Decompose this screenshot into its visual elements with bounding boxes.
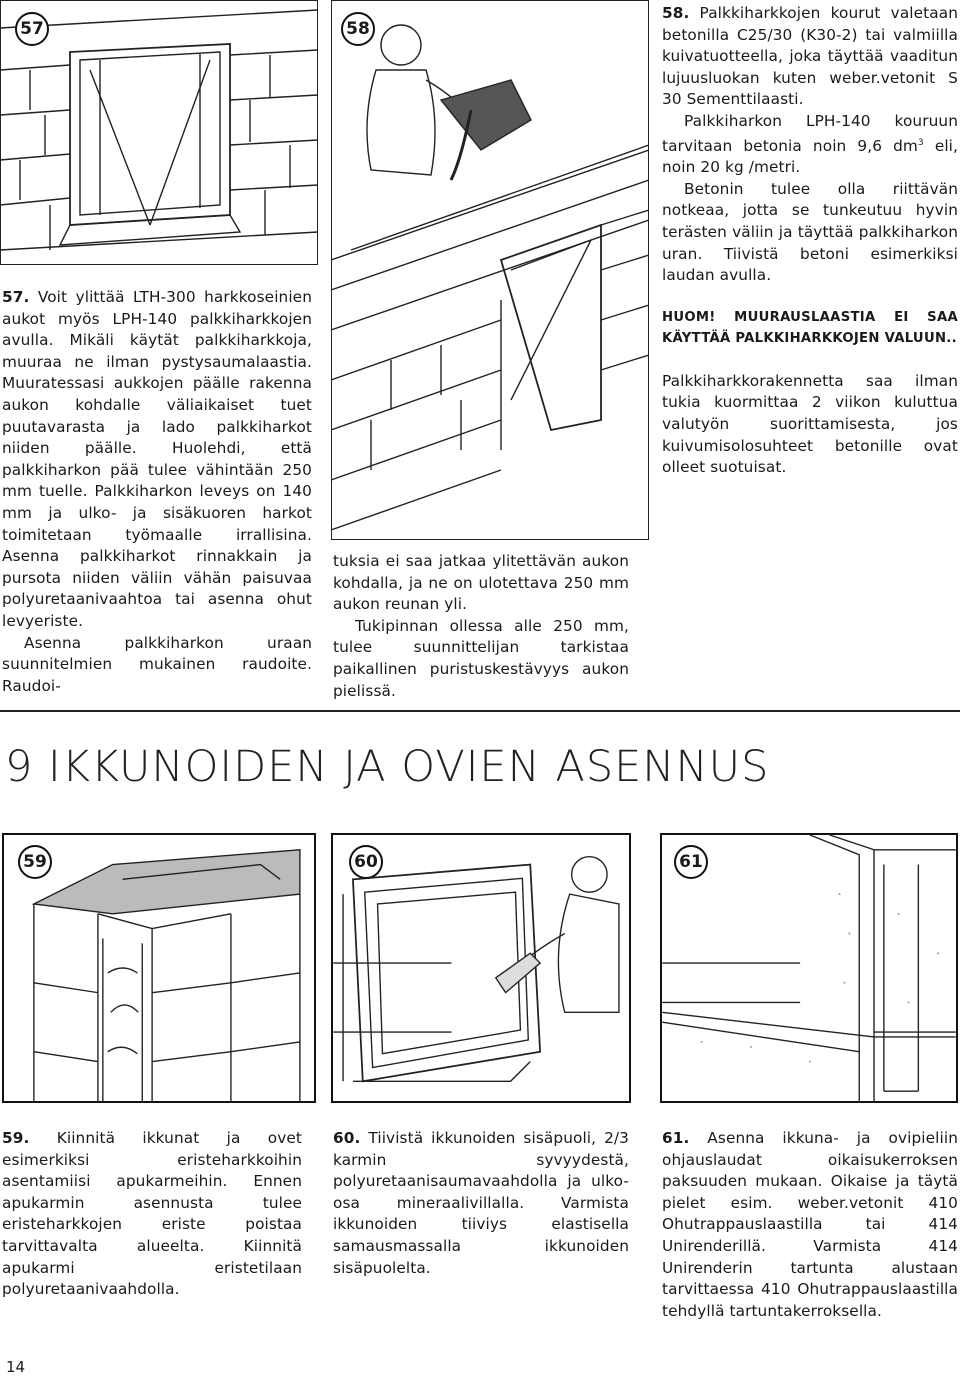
caption-60 [333,1128,629,1279]
caption-59-text: Kiinnitä ikkunat ja ovet esimerkiksi eristeharkkoihin asentamiisi apukarmeihin. Ennen apukarmin asennusta tulee eristeharkkojen eriste poistaa tarvittavalta alueelta. Kiinnitä apukarmi eristetilaan polyuretaanivaahdolla. [2,1129,302,1299]
paragraph-57-continued: Asenna palkkiharkon uraan suunnitelmien mukainen raudoite. Raudoi- [2,633,312,695]
warning-note: HUOM! MUURAUSLAASTIA EI SAA KÄYTTÄÄ PALKKIHARKKOJEN VALUUN.. [662,309,958,346]
caption-number-60: 60. [333,1129,361,1147]
column2-text-2: Tukipinnan ollessa alle 250 mm, tulee suunnittelijan tarkistaa paikallinen puristuskestävyys aukon pielissä. [333,616,629,700]
paragraph-57-text: Voit ylittää LTH-300 harkkoseinien aukot myös LPH-140 palkkiharkkojen avulla. Mikäli käytät palkkiharkkoja, muuraa ne ilman pystysaumalaastia. Muuratessasi aukkojen päälle rakenna aukon kohdalle väliaikaiset tuet puutavarasta ja lado palkkiharkot niiden päälle. Huolehdi, että palkkiharkon pää tulee vähintään 250 mm tuelle. Palkkiharkon leveys on 140 mm ja ulko- ja sisäkuoren harkot toimitetaan työmaalle irrallisina. Asenna palkkiharkot rinnakkain ja pursota niiden väliin vähän paisuvaa polyuretaanivaahtoa tai asenna ohut levyeriste. [2,288,312,630]
section-divider [0,710,960,712]
section-heading: 9 IKKUNOIDEN JA OVIEN ASENNUS [5,742,770,792]
pouring-concrete-illustration [331,0,649,540]
reveal-plaster-illustration [662,835,956,1101]
wall-opening-illustration [0,0,318,265]
caption-number-58: 58. [662,4,690,22]
figure-61 [660,833,958,1103]
caption-60-text: Tiivistä ikkunoiden sisäpuoli, 2/3 karmin syvyydestä, polyuretaanisaumavaahdolla ja ulko-osa mineraalivillalla. Varmista ikkunoiden tiiviys elastisella samausmassalla ikkunoiden sisäpuolelta. [333,1129,629,1277]
caption-number-57: 57. [2,288,30,306]
figure-number-58: 58 [341,12,375,46]
caption-number-59: 59. [2,1129,30,1147]
figure-59 [2,833,316,1103]
caption-number-61: 61. [662,1129,690,1147]
caption-61 [662,1128,958,1322]
caption-59 [2,1128,302,1301]
figure-58 [331,0,649,540]
paragraph-58-text: Palkkiharkkojen kourut valetaan betonilla C25/30 (K30-2) tai valmiilla kuivatuotteella, joka täyttää vaaditun lujuusluokan kuten weber.vetonit S 30 Sementtilaasti. [662,4,958,109]
caption-61-text: Asenna ikkuna- ja ovipieliin ohjauslaudat oikaisukerroksen paksuuden mukaan. Oikaise ja täytä pielet esim. weber.vetonit 410 Ohutrappauslaastilla tai 414 Unirenderillä. Varmista 414 Unirenderin tartunta alustaan tarvittaessa 410 Ohutrappauslaastilla tehdyllä tartuntakerroksella. [662,1129,958,1320]
paragraph-58-consistency: Betonin tulee olla riittävän notkeaa, jotta se tunkeutuu hyvin terästen väliin ja täyttää palkkiharkon uran. Tiivistä betoni esimerkiksi laudan avulla. [662,179,958,285]
figure-60 [331,833,631,1103]
figure-number-59: 59 [18,845,52,879]
paragraph-57 [2,287,312,697]
figure-number-61: 61 [674,845,708,879]
page-number: 14 [6,1358,26,1376]
insulation-block-frame-illustration [4,835,314,1101]
figure-57 [0,0,318,265]
figure-number-57: 57 [15,12,49,46]
sealing-window-illustration [333,835,629,1101]
column2-text-1: tuksia ei saa jatkaa ylitettävän aukon kohdalla, ja ne on ulotettava 250 mm aukon reunan yli. [333,552,629,614]
paragraph-58-amount: Palkkiharkon LPH-140 kouruun tarvitaan betonia noin 9,6 $dm^3$ eli, noin 20 kg /metri. [662,111,958,177]
paragraph-58-loading: Palkkiharkkorakennetta saa ilman tukia kuormittaa 2 viikon kuluttua valutyön suorittamisesta, jos kuivumisolosuhteet betonille ovat olleet suotuisat. [662,371,958,477]
figure-number-60: 60 [349,845,383,879]
paragraph-58-column2 [333,551,629,702]
paragraph-58 [662,3,958,479]
